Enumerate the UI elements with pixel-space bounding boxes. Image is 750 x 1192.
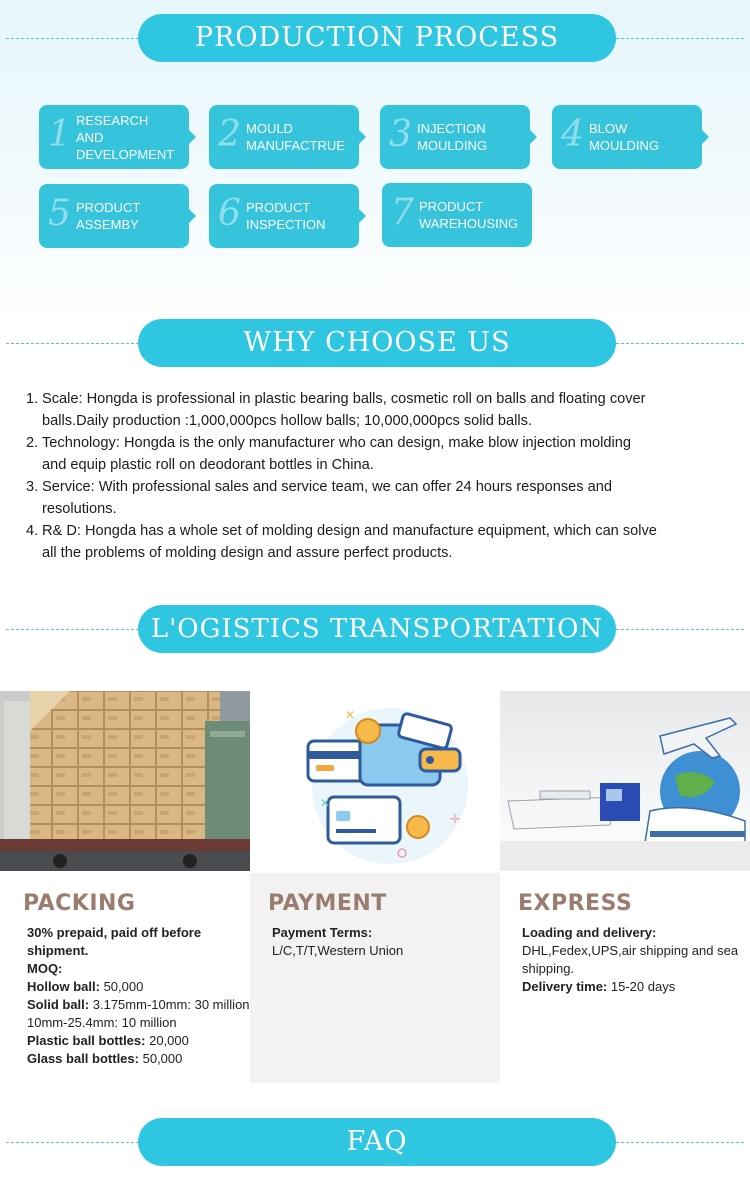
payment-illustration	[250, 691, 500, 871]
payment-heading: PAYMENT	[268, 891, 387, 916]
step-number: 5	[48, 193, 71, 234]
step-product-warehousing	[382, 183, 532, 247]
list-item: 2. Technology: Hongda is the only manufacturer who can design, make blow injection molding and equip plastic roll on deodorant bottles in China.	[26, 435, 631, 473]
step-arrow	[189, 130, 196, 144]
packing-photo	[0, 691, 250, 871]
svg-text:✛: ✛	[450, 812, 461, 826]
step-label: RESEARCH AND DEVELOPMENT	[76, 112, 175, 162]
step-arrow	[189, 209, 196, 223]
express-column	[500, 873, 750, 1083]
step-number: 7	[391, 192, 414, 233]
step-product-inspection	[209, 184, 359, 248]
step-number: 4	[561, 114, 584, 155]
step-label: PRODUCT INSPECTION	[246, 200, 326, 232]
payment-details: Payment Terms: L/C,T/T,Western Union	[272, 925, 404, 958]
payment-column	[250, 873, 500, 1083]
step-arrow	[359, 209, 366, 223]
step-number: 3	[389, 114, 412, 155]
express-details: Loading and delivery: DHL,Fedex,UPS,air shipping and sea shipping. Delivery time: 15-20 days	[522, 925, 739, 994]
svg-text:✕: ✕	[320, 796, 331, 810]
step-injection-moulding	[380, 105, 530, 169]
step-blow-moulding	[552, 105, 702, 169]
step-label: PRODUCT ASSEMBY	[76, 200, 141, 232]
express-heading: EXPRESS	[518, 891, 633, 916]
step-arrow	[359, 130, 366, 144]
step-number: 2	[218, 114, 241, 155]
step-label: BLOW MOULDING	[589, 121, 660, 153]
step-label: MOULD MANUFACTRUE	[246, 121, 345, 153]
step-label: PRODUCT WAREHOUSING	[419, 199, 519, 231]
why-choose-us-banner: WHY CHOOSE US	[138, 319, 616, 367]
packing-heading: PACKING	[23, 891, 136, 916]
list-item: 1. Scale: Hongda is professional in plastic bearing balls, cosmetic roll on balls and floating cover balls.Daily production :1,000,000pcs hollow balls; 10,000,000pcs solid balls.	[26, 391, 646, 429]
logistics-banner-row	[0, 605, 750, 655]
faq-banner-row	[0, 1118, 750, 1168]
step-research-development	[39, 105, 189, 169]
svg-text:✕: ✕	[345, 708, 356, 722]
step-arrow	[530, 130, 537, 144]
packing-column	[0, 873, 250, 1083]
list-item: 4. R& D: Hongda has a whole set of molding design and manufacture equipment, which can solve all the problems of molding design and assure perfect products.	[26, 523, 657, 561]
production-banner-row	[0, 14, 750, 64]
step-arrow	[702, 130, 709, 144]
step-label: INJECTION MOULDING	[417, 121, 488, 153]
logistics-transportation-banner: L'OGISTICS TRANSPORTATION	[138, 605, 616, 653]
step-mould-manufacture	[209, 105, 359, 169]
faq-banner: FAQ	[138, 1118, 616, 1166]
why-choose-us-list	[26, 388, 726, 564]
packing-details: 30% prepaid, paid off before shipment. MOQ: Hollow ball: 50,000 Solid ball: 3.175mm-10mm: 30 million 10mm-25.4mm: 10 million Plastic ball bottles: 20,000 Glass ball bottles: 50,000	[27, 925, 250, 1066]
step-product-assembly	[39, 184, 189, 248]
production-process-banner: PRODUCTION PROCESS	[138, 14, 616, 62]
step-number: 1	[48, 114, 71, 155]
express-photo	[500, 691, 750, 871]
list-item: 3. Service: With professional sales and service team, we can offer 24 hours responses and resolutions.	[26, 479, 612, 517]
step-number: 6	[218, 193, 241, 234]
why-banner-row	[0, 319, 750, 369]
